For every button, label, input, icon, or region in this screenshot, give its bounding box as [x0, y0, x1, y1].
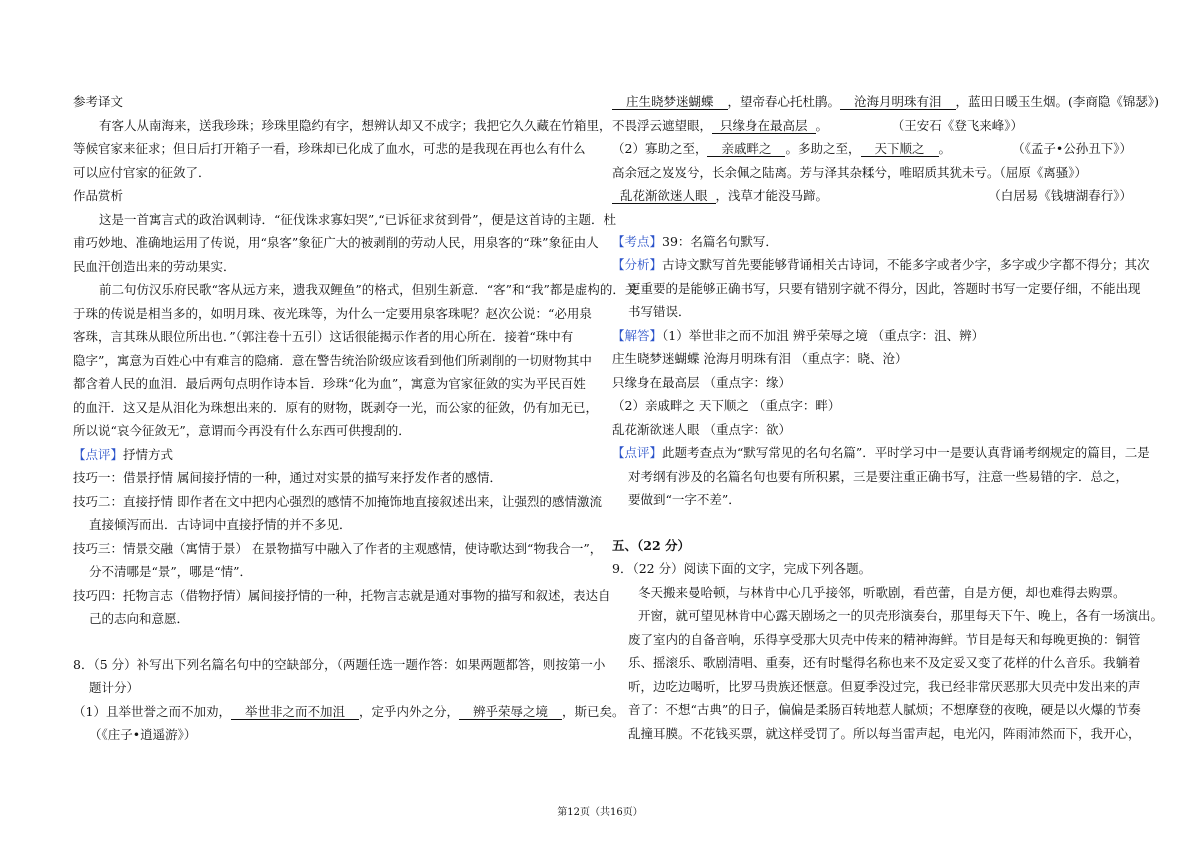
- passage-line: 冬天搬来曼哈顿，与林肯中心几乎接邻，听歌剧，看芭蕾，自是方便，却也难得去购票。: [638, 584, 1126, 600]
- poem-line: [612, 90, 1160, 114]
- appreciation-line: 甫巧妙地、准确地运用了传说，用“泉客”象征广大的被剥削的劳动人民，用泉客的“珠”象征由人: [73, 235, 599, 250]
- analysis-text: 古诗文默写首先要能够背诵相关古诗词，不能多字或者少字，多字或少字都不得分；其次: [662, 257, 1150, 272]
- page-number: 第12页（共16页）: [557, 807, 643, 818]
- appreciation-line: 这是一首寓言式的政治讽刺诗．“征伐诛求寡妇哭”,“已诉征求贫到骨”，便是这首诗的主题．杜: [99, 211, 617, 227]
- tip-line: 分不清哪是“景”，哪是“情”．: [89, 564, 253, 579]
- answer-blank: 庄生晓梦迷蝴蝶: [612, 94, 728, 110]
- tip-line: 直接倾泻而出．古诗词中直接抒情的并不多见．: [89, 517, 352, 532]
- answer-blank: 沧海月明珠有泪: [840, 94, 956, 110]
- comment-tag: 【点评】: [612, 445, 663, 460]
- appreciation-heading: 作品赏析: [73, 188, 124, 203]
- poem-text: 。: [938, 141, 952, 156]
- tip-line: 技巧一：借景抒情 属间接抒情的一种，通过对实景的描写来抒发作者的感情．: [73, 470, 502, 485]
- answer-line: 只缘身在最高层 （重点字：缘）: [612, 374, 791, 390]
- passage-line: 乐、摇滚乐、歌剧清唱、重奏，还有时髦得名称也来不及定妥又变了花样的什么音乐。我躺着: [628, 655, 1141, 670]
- comment-line: 对考纲有涉及的名篇名句也要有所积累，三是要注重正确书写，注意一些易错的字．总之，: [628, 468, 1129, 484]
- tip-line: 技巧四：托物言志（借物抒情）属间接抒情的一种，托物言志就是通对事物的描写和叙述，表达自: [73, 587, 611, 603]
- poem-text: （2）寡助之至，: [612, 141, 708, 156]
- answer-line: 庄生晓梦迷蝴蝶 沧海月明珠有泪 （重点字：晓、沧）: [612, 351, 908, 366]
- analysis-line: [612, 253, 1150, 277]
- answer-line: [612, 324, 1132, 348]
- answer-blank: 天下顺之: [861, 141, 939, 157]
- question-8-line: 题计分）: [89, 680, 140, 695]
- poem-text: 。: [815, 117, 829, 133]
- analysis-line: 书写错误．: [628, 304, 691, 319]
- q8-1-text: ，定乎内外之分，: [358, 703, 459, 719]
- translation-line: 可以应付官家的征敛了．: [73, 164, 211, 180]
- passage-line: 开窗，就可望见林肯中心露天剧场之一的贝壳形演奏台，那里每天下午、晚上，各有一场演出。: [638, 608, 1164, 623]
- poem-text: 不畏浮云遮望眼，: [612, 117, 713, 133]
- poem-text: ，蓝田日暖玉生烟。(李商隐《锦瑟》): [955, 94, 1160, 109]
- poem-line: [612, 184, 1132, 208]
- comment-text: 抒情方式: [123, 446, 174, 462]
- appreciation-line: 前二句仿汉乐府民歌“客从远方来，遗我双鲤鱼”的格式，但别生新意．“客”和“我”都是虚构的．关: [99, 282, 638, 297]
- analysis-tag: 【分析】: [612, 257, 663, 272]
- answer-blank: 只缘身在最高层: [712, 118, 816, 134]
- poem-line: [612, 137, 1132, 161]
- appreciation-line: 于珠的传说是相当多的，如明月珠、夜光珠等，为什么一定要用泉客珠呢？赵次公说：“必用泉: [73, 305, 592, 321]
- answer-line: 乱花渐欲迷人眼 （重点字：欲）: [612, 421, 791, 437]
- appreciation-line: 都含着人民的血泪．最后两句点明作诗本旨．珍珠“化为血”，寓意为官家征敛的实为平民百姓: [73, 376, 586, 391]
- analysis-line: 更重要的是能够正确书写，只要有错别字就不得分，因此，答题时书写一定要仔细，不能出现: [628, 280, 1141, 296]
- appreciation-line: 隐字”，寓意为百姓心中有难言的隐痛．意在警告统治阶级应该看到他们所剥削的一切财物其中: [73, 352, 592, 368]
- poem-source: （白居易《钱塘湖春行》）: [988, 188, 1132, 203]
- appreciation-line: 的血汗．这又是从泪化为珠想出来的．原有的财物，既剥夺一光，而公家的征敛，仍有加无已，: [73, 399, 599, 415]
- poem-text: ，望帝春心托杜鹃。: [727, 94, 841, 109]
- kaodian-text: 39：名篇名句默写．: [662, 233, 778, 249]
- poem-text: 。多助之至，: [785, 141, 861, 156]
- right-column: [612, 90, 1164, 745]
- answer-text: （1）举世非之而不加沮 辨乎荣辱之境 （重点字：沮、辨）: [662, 327, 985, 343]
- question-9-title: 9．（22 分）阅读下面的文字，完成下列各题。: [612, 561, 872, 576]
- tip-line: 技巧二：直接抒情 即作者在文中把内心强烈的感情不加掩饰地直接叙述出来，让强烈的感情激流: [73, 493, 602, 509]
- question-8-1: [73, 700, 625, 724]
- question-8-line: 8．（5 分）补写出下列名篇名句中的空缺部分，（两题任选一题作答：如果两题都答，则按第一小: [73, 656, 606, 672]
- passage-line: 听，边吃边喝听，比罗马贵族还惬意。但夏季没过完，我已经非常厌恶那大贝壳中发出来的声: [628, 678, 1141, 694]
- comment-line: [73, 443, 593, 467]
- comment-line: [612, 441, 1150, 465]
- tip-line: 技巧三：情景交融（寓情于景） 在景物描写中融入了作者的主观感情，使诗歌达到“物我合一”，: [73, 540, 603, 556]
- q8-1-text: ，斯已矣。: [562, 703, 625, 719]
- appreciation-line: 民血汗创造出来的劳动果实．: [73, 258, 236, 274]
- passage-line: 音了：不想“古典”的日子，偏偏是柔肠百转地惹人腻烦；不想摩登的夜晚，硬是以火爆的节奏: [628, 702, 1141, 717]
- translation-line: 等候官家来征求；但日后打开箱子一看，珍珠却已化成了血水，可悲的是我现在再也么有什么: [73, 141, 586, 156]
- poem-line: [612, 114, 1132, 138]
- answer-blank: 举世非之而不加沮: [231, 704, 359, 720]
- answer-blank: 乱花渐欲迷人眼: [612, 188, 716, 204]
- tip-line: 己的志向和意愿．: [89, 611, 190, 626]
- answer-blank: 亲戚畔之: [707, 141, 785, 157]
- translation-line: 有客人从南海来，送我珍珠；珍珠里隐约有字，想辨认却又不成字；我把它久久藏在竹箱里，: [99, 117, 612, 133]
- passage-line: 乱撞耳膜。不花钱买票，就这样受罚了。所以每当雷声起，电光闪，阵雨沛然而下，我开心，: [628, 725, 1141, 741]
- kaodian-line: [612, 230, 1132, 254]
- appreciation-line: 客珠，言其珠从眼位所出也．”（郭注卷十五引）这话很能揭示作者的用心所在．接着“珠中有: [73, 329, 574, 344]
- kaodian-tag: 【考点】: [612, 233, 663, 249]
- comment-text: 此题考查点为“默写常见的名句名篇”．平时学习中一是要认真背诵考纲规定的篇目，二是: [662, 445, 1150, 460]
- poem-source: （《孟子•公孙丑下》）: [1012, 141, 1132, 156]
- answer-line: （2）亲戚畔之 天下顺之 （重点字：畔）: [612, 398, 841, 413]
- section-heading: 五、（22 分）: [612, 537, 690, 553]
- answer-blank: 辨乎荣辱之境: [459, 704, 562, 720]
- q8-1-text: （1）且举世誉之而不加劝，: [73, 703, 231, 719]
- comment-tag: 【点评】: [73, 446, 124, 462]
- poem-source: （王安石《登飞来峰》）: [898, 117, 1024, 133]
- answer-tag: 【解答】: [612, 327, 663, 343]
- question-8-source: （《庄子•逍遥游》）: [89, 727, 197, 742]
- poem-text: ，浅草才能没马蹄。: [715, 188, 829, 203]
- appreciation-line: 所以说“哀今征敛无”，意谓而今再没有什么东西可供搜刮的．: [73, 423, 411, 438]
- translation-heading: 参考译文: [73, 94, 124, 109]
- passage-line: 废了室内的自备音响，乐得享受那大贝壳中传来的精神海鲜。节目是每天和每晚更换的：铜管: [628, 631, 1141, 647]
- poem-line: 高余冠之岌岌兮，长余佩之陆离。芳与泽其杂糅兮，唯昭质其犹未亏。（屈原《离骚》）: [612, 164, 1088, 180]
- comment-line: 要做到“一字不差”．: [628, 492, 741, 507]
